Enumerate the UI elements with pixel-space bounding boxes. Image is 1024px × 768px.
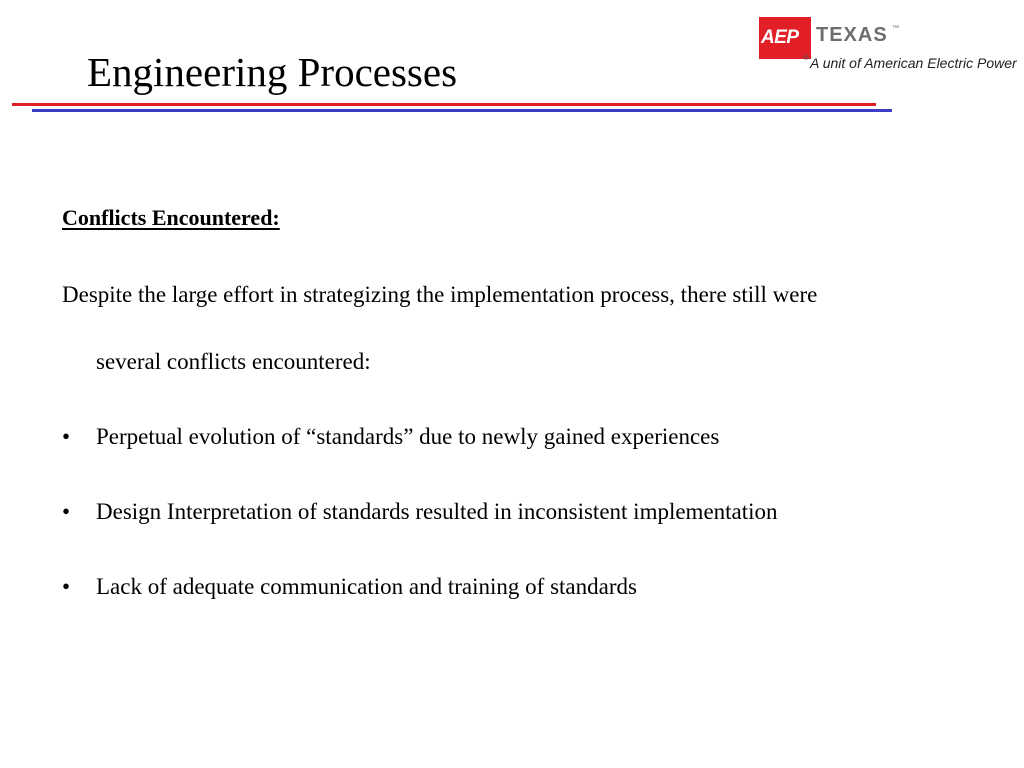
- bullet-text: Design Interpretation of standards resulted in inconsistent implementation: [96, 499, 778, 524]
- intro-paragraph-line-2: several conflicts encountered:: [96, 349, 371, 374]
- aep-texas-logo: [759, 17, 1017, 75]
- title-divider-red: [12, 103, 876, 106]
- title-divider-blue: [32, 109, 892, 112]
- bullet-text: Lack of adequate communication and training of standards: [96, 574, 637, 599]
- registered-mark: ®: [803, 53, 809, 62]
- slide-title: Engineering Processes: [87, 49, 458, 95]
- bullet-icon: •: [62, 574, 71, 599]
- bullet-text: Perpetual evolution of “standards” due to newly gained experiences: [96, 424, 720, 449]
- logo-brand-text: TEXAS: [816, 24, 888, 46]
- aep-logo-text: AEP: [761, 27, 799, 48]
- logo-tagline: A unit of American Electric Power: [810, 55, 1017, 71]
- intro-paragraph-line-1: Despite the large effort in strategizing the implementation process, there still were: [62, 282, 818, 307]
- section-heading: Conflicts Encountered:: [62, 205, 280, 230]
- bullet-icon: •: [62, 424, 71, 449]
- bullet-icon: •: [62, 499, 71, 524]
- trademark-mark: ™: [892, 25, 899, 32]
